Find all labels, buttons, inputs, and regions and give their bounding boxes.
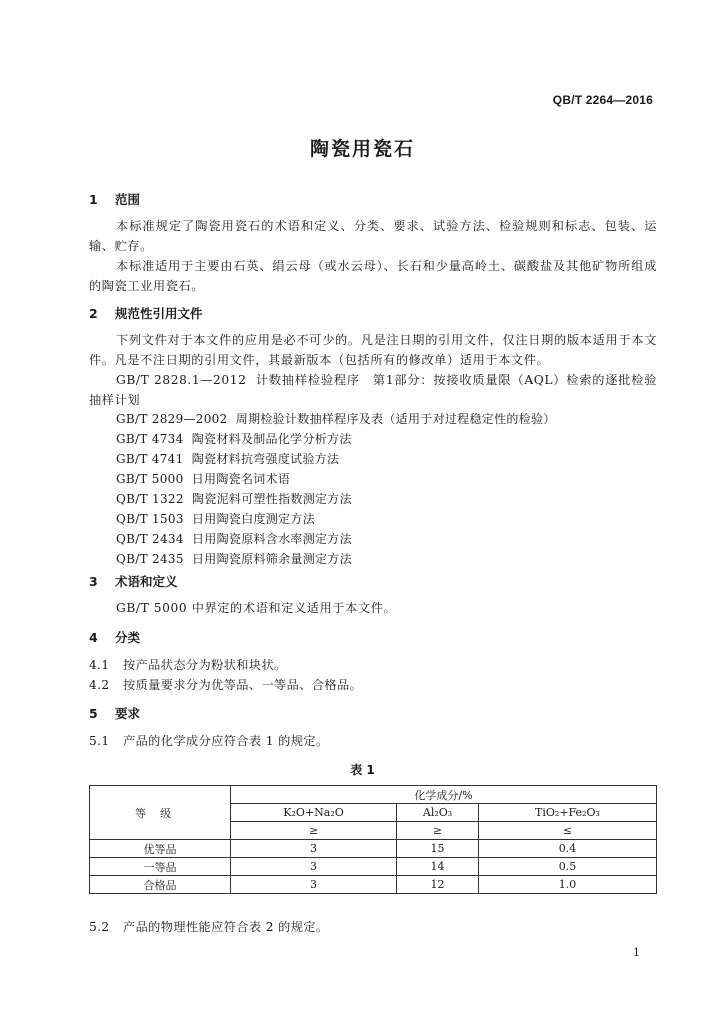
value-cell: 12	[397, 876, 479, 894]
column-operator: ≥	[231, 822, 397, 840]
table-1-caption: 表 1	[350, 763, 375, 777]
column-header: TiO₂+Fe₂O₃	[478, 804, 656, 822]
reference-title: 陶瓷材料抗弯强度试验方法	[191, 452, 340, 466]
column-header: Al₂O₃	[397, 804, 479, 822]
table-header-row	[90, 786, 657, 804]
clause-text: 按质量要求分为优等品、一等品、合格品。	[123, 678, 363, 692]
reference-code: QB/T 2435	[116, 552, 184, 566]
value-cell: 3	[231, 858, 397, 876]
value-cell: 3	[231, 840, 397, 858]
reference-item-3	[116, 430, 352, 447]
clause-text: 按产品状态分为粉状和块状。	[123, 658, 287, 672]
clause-5-2	[89, 918, 329, 935]
reference-title: 日用陶瓷名词术语	[191, 472, 291, 486]
section-3-paragraph: GB/T 5000 中界定的术语和定义适用于本文件。	[116, 601, 397, 615]
reference-code: GB/T 2828.1—2012	[116, 373, 247, 387]
section-number: 2	[89, 306, 98, 321]
reference-item-4	[116, 450, 339, 467]
reference-code: GB/T 5000	[116, 472, 184, 486]
reference-code: GB/T 2829—2002	[116, 412, 228, 426]
clause-4-1	[89, 656, 287, 673]
chemical-composition-table	[89, 785, 657, 894]
clause-number: 5.1	[89, 734, 110, 748]
column-header: K₂O+Na₂O	[231, 804, 397, 822]
section-title: 范围	[115, 192, 141, 207]
table-row	[90, 858, 657, 876]
grade-cell: 优等品	[90, 840, 231, 858]
reference-title: 日用陶瓷白度测定方法	[192, 512, 316, 526]
reference-item-5	[116, 470, 290, 487]
clause-5-1	[89, 732, 329, 749]
section-4-heading	[89, 628, 140, 646]
clause-text: 产品的化学成分应符合表 1 的规定。	[123, 734, 329, 748]
clause-number: 4.1	[89, 658, 110, 672]
reference-title: 日用陶瓷原料筛余量测定方法	[192, 552, 352, 566]
table-row	[90, 840, 657, 858]
section-number: 1	[89, 192, 98, 207]
section-1-paragraph-2: 本标准适用于主要由石英、绢云母（或水云母）、长石和少量高岭土、碳酸盐及其他矿物所组成的陶瓷工业用瓷石。	[89, 259, 657, 293]
page-title: 陶瓷用瓷石	[309, 138, 415, 160]
reference-code: QB/T 1503	[116, 512, 184, 526]
section-1-paragraph-1: 本标准规定了陶瓷用瓷石的术语和定义、分类、要求、试验方法、检验规则和标志、包装、运输、贮存。	[89, 219, 657, 253]
reference-title: 陶瓷泥料可塑性指数测定方法	[192, 492, 352, 506]
reference-item-1	[89, 370, 657, 410]
section-number: 4	[89, 630, 98, 645]
grade-header: 等级	[90, 786, 231, 840]
section-title: 术语和定义	[115, 574, 178, 589]
section-title: 要求	[115, 706, 141, 721]
reference-title: 计数抽样检验程序 第1部分：按接收质量限（AQL）检索的逐批检验抽样计划	[89, 373, 658, 407]
reference-code: GB/T 4741	[116, 452, 184, 466]
reference-item-7	[116, 510, 315, 527]
section-title: 规范性引用文件	[115, 306, 203, 321]
value-cell: 3	[231, 876, 397, 894]
clause-number: 4.2	[89, 678, 110, 692]
reference-item-9	[116, 550, 352, 567]
value-cell: 14	[397, 858, 479, 876]
section-2-heading	[89, 304, 203, 322]
clause-number: 5.2	[89, 920, 110, 934]
reference-item-6	[116, 490, 352, 507]
page-number: 1	[633, 946, 640, 959]
reference-title: 日用陶瓷原料含水率测定方法	[192, 532, 352, 546]
column-operator: ≥	[397, 822, 479, 840]
section-2-intro: 下列文件对于本文件的应用是必不可少的。凡是注日期的引用文件，仅注日期的版本适用于本文件。凡是不注日期的引用文件，其最新版本（包括所有的修改单）适用于本文件。	[89, 333, 657, 367]
value-cell: 0.4	[478, 840, 656, 858]
reference-code: QB/T 1322	[116, 492, 184, 506]
section-number: 5	[89, 706, 98, 721]
value-cell: 15	[397, 840, 479, 858]
reference-item-8	[116, 530, 352, 547]
standard-code: QB/T 2264—2016	[552, 93, 653, 107]
reference-title: 陶瓷材料及制品化学分析方法	[191, 432, 352, 446]
reference-item-2	[116, 410, 556, 427]
section-1-heading	[89, 190, 140, 208]
section-number: 3	[89, 574, 98, 589]
composition-group-header: 化学成分/%	[231, 786, 657, 804]
clause-4-2	[89, 676, 362, 693]
grade-cell: 一等品	[90, 858, 231, 876]
reference-title: 周期检验计数抽样程序及表（适用于对过程稳定性的检验）	[235, 412, 556, 426]
value-cell: 0.5	[478, 858, 656, 876]
reference-code: QB/T 2434	[116, 532, 184, 546]
section-5-heading	[89, 704, 140, 722]
column-operator: ≤	[478, 822, 656, 840]
section-3-heading	[89, 572, 178, 590]
reference-code: GB/T 4734	[116, 432, 184, 446]
table-row	[90, 876, 657, 894]
section-title: 分类	[115, 630, 141, 645]
grade-cell: 合格品	[90, 876, 231, 894]
value-cell: 1.0	[478, 876, 656, 894]
clause-text: 产品的物理性能应符合表 2 的规定。	[123, 920, 329, 934]
